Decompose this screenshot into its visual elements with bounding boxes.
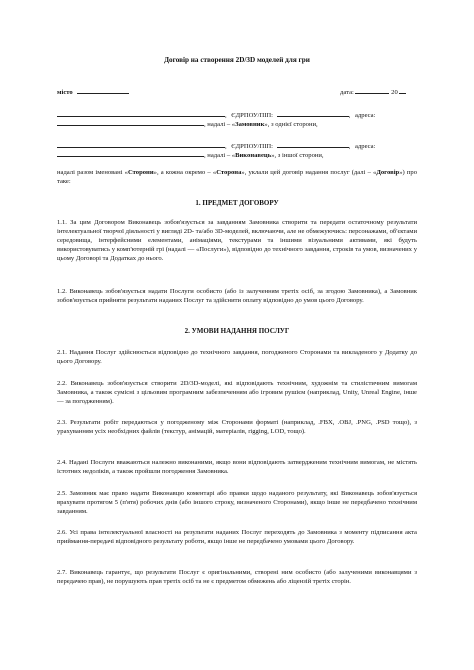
intro-sides: Сторони xyxy=(127,169,154,176)
clause-2-7: 2.7. Виконавець гарантує, що результати Послуг є оригінальними, створені ним особисто (або залученими виконавцями з передачею прав), не порушують прав третіх осіб та не є предметом обмежень або ліцензій третіх сторін. xyxy=(57,569,417,586)
section1-heading: 1. ПРЕДМЕТ ДОГОВОРУ xyxy=(195,199,279,207)
intro-text-1: надалі разом іменовані « xyxy=(57,169,128,176)
party1-name-blank[interactable] xyxy=(57,110,225,117)
intro-side: Сторона xyxy=(216,169,242,176)
party2-address-blank[interactable] xyxy=(57,150,204,157)
party1-address-label: адреса: xyxy=(354,112,376,119)
clause-2-4: 2.4. Надані Послуги вважаються належно виконаними, якщо вони відповідають затвердженим технічним вимогам, не містять істотних недоліків, а також пройшли погодження Замовника. xyxy=(57,459,417,476)
intro-text-3: », уклали цей договір надання послуг (далі – « xyxy=(241,169,377,176)
intro-text-4: ») про таке: xyxy=(57,169,417,186)
party1-role: Замовник xyxy=(235,121,265,128)
clause-2-2: 2.2. Виконавець зобов'язується створити 2D/3D-моделі, які відповідають технічним, художнім та стилістичним вимогам Замовника, а також сумісні з цільовим програмним забезпеченням або ігровим рушієм (наприклад, Unity, Unreal Engine, інше — за погодженням). xyxy=(57,380,417,406)
intro-contract: Договір xyxy=(376,169,400,176)
document-title: Договір на створення 2D/3D моделей для гри xyxy=(164,56,310,64)
clause-2-5: 2.5. Замовник має право надати Виконавцю коментарі або правки щодо наданого результату, які Виконавець зобов'язується врахувати протягом 5 (п'ятя) робочих днів (або іншого строку, визначеного Сторонами), якщо інше не передбачено технічним завданням. xyxy=(57,490,417,516)
section2-heading: 2. УМОВИ НАДАННЯ ПОСЛУГ xyxy=(184,327,290,335)
party2-name-blank[interactable] xyxy=(57,141,225,148)
clause-2-3: 2.3. Результати робіт передаються у погодженому між Сторонами форматі (наприклад, .FBX, .OBJ, .PNG, .PSD тощо), з урахуванням усіх необхідних файлів (текстур, анімацій, матеріалів, rigging, LOD, тощо). xyxy=(57,419,417,436)
party1-edrpou-label: ЄДРПОУ/ПІП: xyxy=(231,112,274,119)
clause-2-6: 2.6. Усі права інтелектуальної власності на результати наданих Послуг переходять до Замовника з моменту підписання акта приймання-передачі відповідного результату роботи, якщо інше не передбачено умовами цього Договору. xyxy=(57,529,417,546)
party2-line2 xyxy=(57,150,324,160)
party1-line2 xyxy=(57,119,318,129)
party1-suffix-post: », з однієї сторони, xyxy=(264,121,318,128)
party2-suffix-pre: , надалі – « xyxy=(204,152,236,159)
party1-line1: , ЄДРПОУ/ПІП: , адреса: xyxy=(57,110,375,120)
date-blank[interactable] xyxy=(355,87,389,94)
clause-1-1: 1.1. За цим Договором Виконавець зобов'язується за завданням Замовника створити та передати остаточному результати інтелектуальної творчої діяльності у вигляді 2D- та/або 3D-моделей, включаючи, але не обмежуючись: персонажами, об'єктами середовища, інтерфейсними елементами, анімаціями, текстурами та іншими візуальними активами, які будуть використовуватись у комп'ютерній грі (надалі — «Послуги»), відповідно до технічного завдання, строків та умов, визначених у цьому Договорі та Додатках до нього. xyxy=(57,219,417,263)
party2-edrpou-label: ЄДРПОУ/ПІП: xyxy=(231,143,274,150)
party2-line1: , ЄДРПОУ/ПІП: , адреса: xyxy=(57,141,375,151)
year-prefix: 20 xyxy=(391,89,398,96)
date-label: дата xyxy=(340,89,352,96)
party2-role: Виконавець xyxy=(235,152,272,159)
party1-suffix-pre: , надалі – « xyxy=(204,121,236,128)
place-date-line: місто дата: 20 xyxy=(57,87,417,97)
city-label: місто xyxy=(57,89,73,96)
intro-text-2: », а кожна окремо – « xyxy=(153,169,217,176)
city-blank[interactable] xyxy=(77,87,129,94)
intro-paragraph xyxy=(57,168,417,186)
party1-address-blank[interactable] xyxy=(57,119,204,126)
party2-edrpou-blank[interactable] xyxy=(277,141,349,148)
year-blank[interactable] xyxy=(399,87,406,94)
party1-edrpou-blank[interactable] xyxy=(277,110,349,117)
clause-1-2: 1.2. Виконавець зобов'язується надати Послуги особисто (або із залученням третіх осіб, за згодою Замовника), а Замовник зобов'язується прийняти результати наданих Послуг та здійснити оплату відповідно до умов цього Договору. xyxy=(57,288,417,305)
party2-address-label: адреса: xyxy=(354,143,376,150)
clause-2-1: 2.1. Надання Послуг здійснюється відповідно до технічного завдання, погодженого Сторонами та викладеного у Додатку до цього Договору. xyxy=(57,349,417,366)
party2-suffix-post: », з іншої сторони, xyxy=(271,152,324,159)
